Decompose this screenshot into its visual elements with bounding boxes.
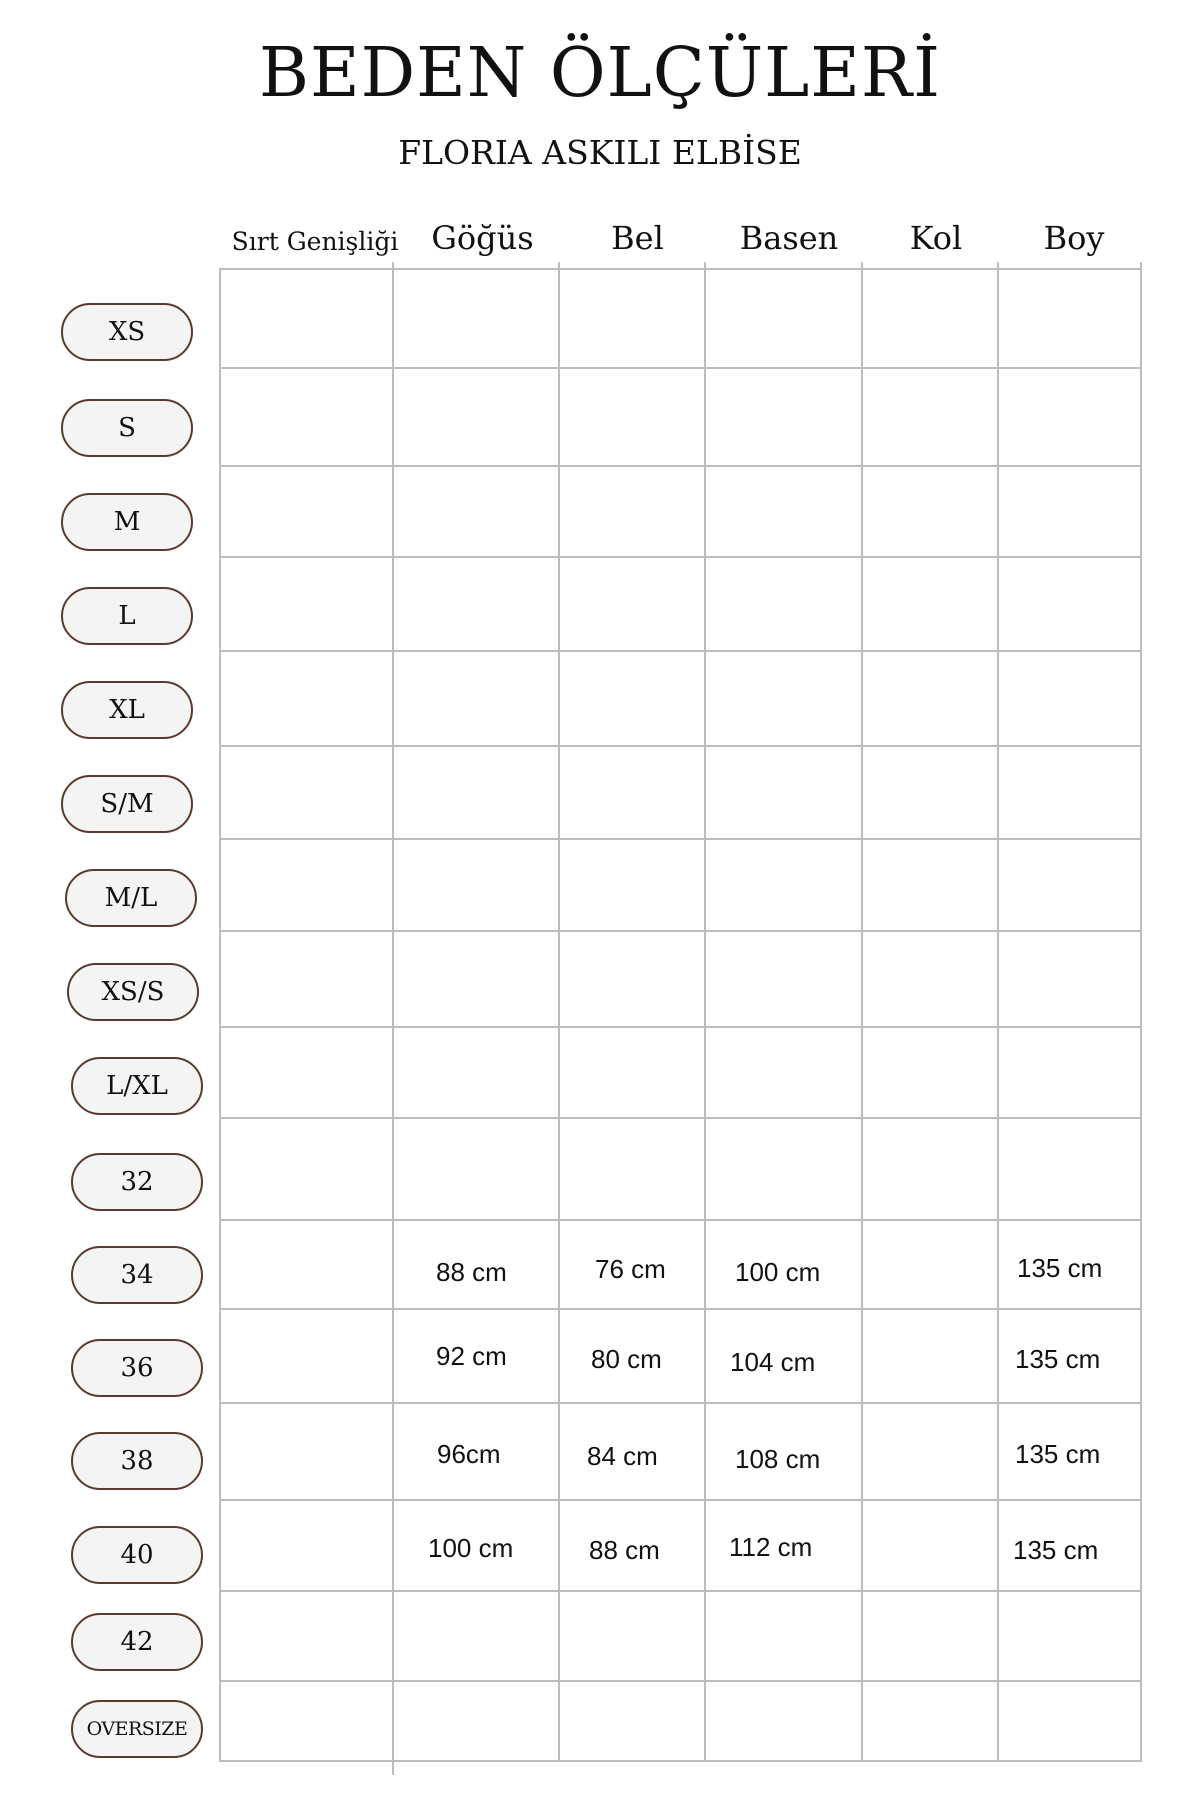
grid-row-divider — [220, 930, 1140, 932]
cell-36-bel: 80 cm — [591, 1344, 662, 1374]
grid-column-divider — [219, 268, 221, 1762]
grid-column-divider — [558, 262, 560, 1762]
size-label-38: 38 — [71, 1432, 203, 1490]
cell-38-boy: 135 cm — [1015, 1439, 1101, 1469]
size-label-s: S — [61, 399, 193, 457]
size-label-oversize: OVERSIZE — [71, 1700, 203, 1758]
size-label-36: 36 — [71, 1339, 203, 1397]
size-label-xs-s: XS/S — [67, 963, 199, 1021]
cell-36-boy: 135 cm — [1015, 1344, 1101, 1374]
size-label-m: M — [61, 493, 193, 551]
cell-38-basen: 108 cm — [735, 1444, 821, 1474]
grid-column-divider — [1140, 262, 1142, 1762]
column-header-gogus: Göğüs — [431, 219, 534, 257]
size-label-42: 42 — [71, 1613, 203, 1671]
grid-column-divider — [392, 262, 394, 1775]
cell-34-basen: 100 cm — [735, 1257, 821, 1287]
grid-row-divider — [220, 1590, 1140, 1592]
size-label-l-xl: L/XL — [71, 1057, 203, 1115]
column-header-bel: Bel — [611, 219, 664, 257]
grid-row-divider — [220, 556, 1140, 558]
grid-row-divider — [220, 650, 1140, 652]
grid-row-divider — [220, 1117, 1140, 1119]
size-label-34: 34 — [71, 1246, 203, 1304]
cell-38-bel: 84 cm — [587, 1441, 658, 1471]
column-header-sirt-genisligi: Sırt Genişliği — [231, 227, 399, 256]
cell-40-basen: 112 cm — [729, 1532, 813, 1562]
cell-38-gogus: 96cm — [437, 1439, 501, 1469]
size-label-s-m: S/M — [61, 775, 193, 833]
cell-40-boy: 135 cm — [1013, 1535, 1099, 1565]
grid-column-divider — [861, 262, 863, 1762]
grid-row-divider — [220, 745, 1140, 747]
size-label-40: 40 — [71, 1526, 203, 1584]
grid-row-divider — [220, 1499, 1140, 1501]
size-label-xs: XS — [61, 303, 193, 361]
column-header-basen: Basen — [739, 219, 839, 257]
grid-row-divider — [220, 838, 1140, 840]
size-label-xl: XL — [61, 681, 193, 739]
cell-34-gogus: 88 cm — [436, 1257, 507, 1287]
grid-row-divider — [220, 465, 1140, 467]
page-title: BEDEN ÖLÇÜLERİ — [259, 34, 941, 113]
grid-column-divider — [997, 262, 999, 1762]
grid-row-divider — [220, 1680, 1140, 1682]
grid-column-divider — [704, 262, 706, 1762]
cell-40-gogus: 100 cm — [428, 1533, 514, 1563]
cell-36-basen: 104 cm — [730, 1347, 816, 1377]
size-label-32: 32 — [71, 1153, 203, 1211]
grid-row-divider — [220, 1308, 1140, 1310]
cell-40-bel: 88 cm — [589, 1535, 660, 1565]
grid-row-divider — [220, 1219, 1140, 1221]
grid-row-divider — [220, 1760, 1140, 1762]
product-subtitle: FLORIA ASKILI ELBİSE — [398, 133, 802, 172]
cell-34-bel: 76 cm — [595, 1254, 666, 1284]
cell-34-boy: 135 cm — [1017, 1253, 1103, 1283]
cell-36-gogus: 92 cm — [436, 1341, 507, 1371]
grid-row-divider — [220, 268, 1140, 270]
size-label-l: L — [61, 587, 193, 645]
column-header-kol: Kol — [909, 219, 963, 257]
grid-row-divider — [220, 367, 1140, 369]
grid-row-divider — [220, 1026, 1140, 1028]
grid-row-divider — [220, 1402, 1140, 1404]
column-header-boy: Boy — [1043, 219, 1105, 257]
size-label-m-l: M/L — [65, 869, 197, 927]
